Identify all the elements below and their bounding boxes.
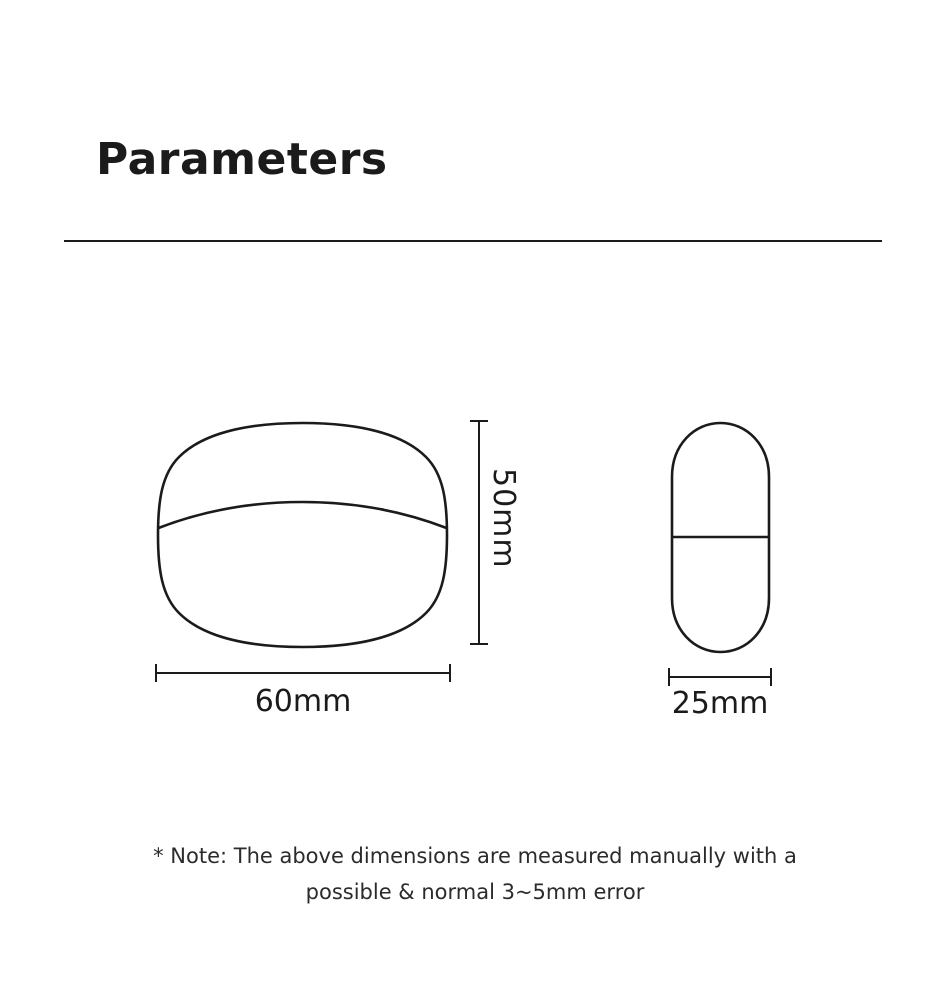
earbuds-case-front-view [155,420,450,650]
title-divider [64,240,882,242]
page-title: Parameters [96,134,388,185]
dimension-label-width-side: 25mm [671,686,769,721]
note-line-2: possible & normal 3~5mm error [305,880,645,904]
dimension-diagram [0,400,950,760]
dimension-line-horizontal [155,672,451,674]
dimension-line-vertical [478,420,480,645]
note-line-1: * Note: The above dimensions are measured manually with a [153,844,797,868]
dimension-width-60mm [155,662,451,722]
dimension-cap-right [449,664,451,682]
dimension-height-50mm [460,420,530,645]
measurement-note [0,838,950,910]
dimension-cap-right [770,668,772,686]
dimension-cap-bottom [470,643,488,645]
dimension-line-horizontal [668,676,772,678]
earbuds-case-side-view [668,420,773,655]
dimension-width-25mm [668,668,772,728]
dimension-label-width-front: 60mm [254,684,352,719]
dimension-label-height: 50mm [486,468,521,569]
